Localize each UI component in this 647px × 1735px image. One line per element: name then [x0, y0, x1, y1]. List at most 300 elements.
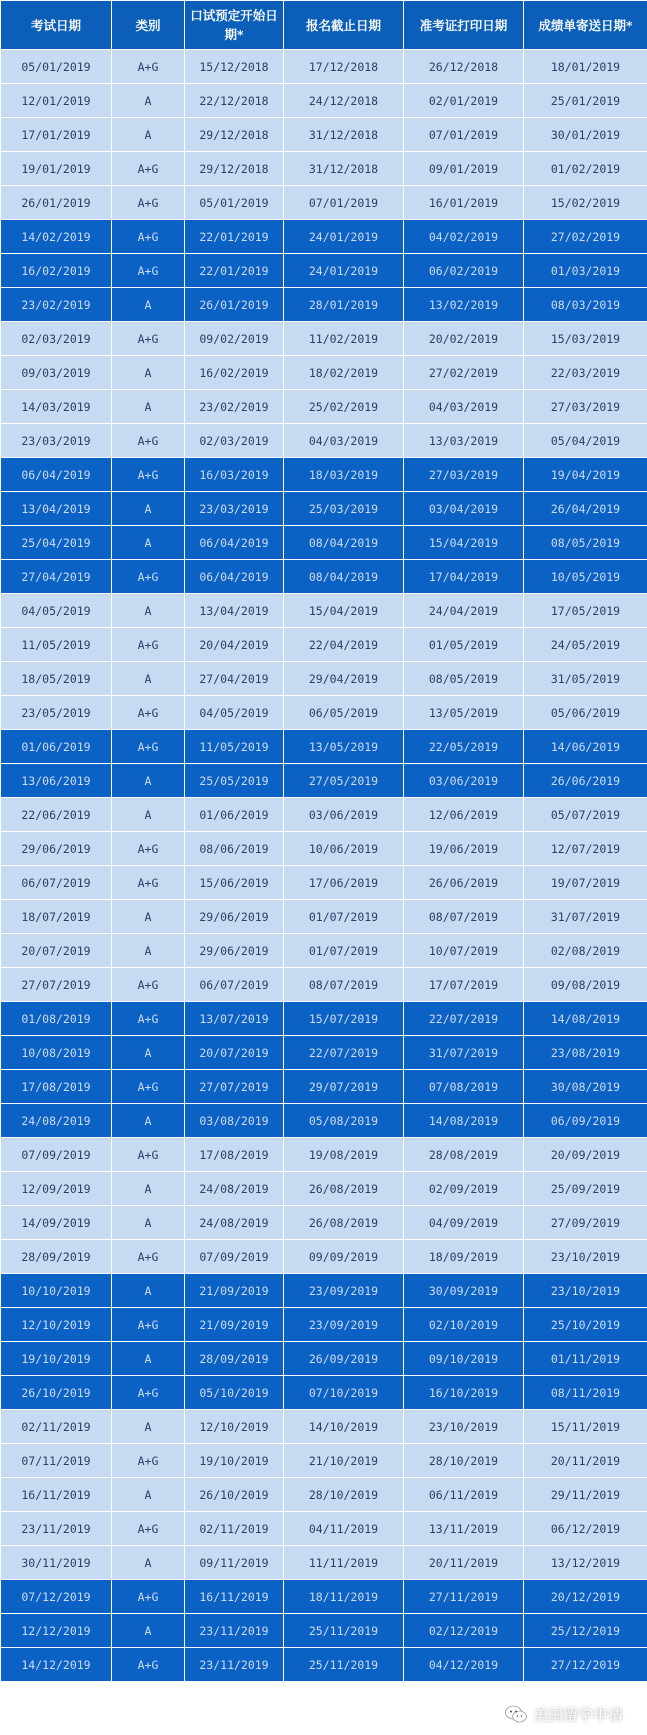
- cell-score-report-mail-date: 14/06/2019: [524, 730, 647, 764]
- cell-registration-deadline: 25/11/2019: [284, 1648, 404, 1682]
- cell-category: A: [112, 1206, 185, 1240]
- cell-admission-ticket-print-date: 15/04/2019: [404, 526, 524, 560]
- table-row: [1, 254, 647, 288]
- cell-registration-deadline: 08/04/2019: [284, 526, 404, 560]
- cell-category: A: [112, 1172, 185, 1206]
- cell-exam-date: 28/09/2019: [1, 1240, 112, 1274]
- cell-exam-date: 24/08/2019: [1, 1104, 112, 1138]
- table-row: [1, 662, 647, 696]
- cell-category: A+G: [112, 1376, 185, 1410]
- cell-speaking-start-date: 27/07/2019: [185, 1070, 284, 1104]
- cell-admission-ticket-print-date: 04/09/2019: [404, 1206, 524, 1240]
- table-row: [1, 526, 647, 560]
- cell-registration-deadline: 18/03/2019: [284, 458, 404, 492]
- table-row: [1, 152, 647, 186]
- cell-exam-date: 12/09/2019: [1, 1172, 112, 1206]
- cell-speaking-start-date: 01/06/2019: [185, 798, 284, 832]
- cell-score-report-mail-date: 01/11/2019: [524, 1342, 647, 1376]
- cell-speaking-start-date: 09/02/2019: [185, 322, 284, 356]
- cell-score-report-mail-date: 25/09/2019: [524, 1172, 647, 1206]
- cell-exam-date: 17/01/2019: [1, 118, 112, 152]
- cell-admission-ticket-print-date: 27/02/2019: [404, 356, 524, 390]
- cell-exam-date: 27/04/2019: [1, 560, 112, 594]
- cell-speaking-start-date: 06/04/2019: [185, 526, 284, 560]
- cell-registration-deadline: 11/11/2019: [284, 1546, 404, 1580]
- header-score-report-mail-date: 成绩单寄送日期*: [524, 1, 647, 50]
- cell-exam-date: 12/10/2019: [1, 1308, 112, 1342]
- cell-speaking-start-date: 17/08/2019: [185, 1138, 284, 1172]
- header-exam-date: 考试日期: [1, 1, 112, 50]
- cell-registration-deadline: 31/12/2018: [284, 118, 404, 152]
- table-row: [1, 696, 647, 730]
- cell-category: A+G: [112, 220, 185, 254]
- cell-speaking-start-date: 23/03/2019: [185, 492, 284, 526]
- cell-score-report-mail-date: 08/05/2019: [524, 526, 647, 560]
- cell-exam-date: 13/06/2019: [1, 764, 112, 798]
- cell-category: A: [112, 1478, 185, 1512]
- cell-score-report-mail-date: 06/12/2019: [524, 1512, 647, 1546]
- cell-category: A+G: [112, 424, 185, 458]
- cell-score-report-mail-date: 20/09/2019: [524, 1138, 647, 1172]
- cell-admission-ticket-print-date: 27/03/2019: [404, 458, 524, 492]
- cell-score-report-mail-date: 27/12/2019: [524, 1648, 647, 1682]
- cell-score-report-mail-date: 08/03/2019: [524, 288, 647, 322]
- cell-admission-ticket-print-date: 06/11/2019: [404, 1478, 524, 1512]
- cell-category: A: [112, 798, 185, 832]
- cell-exam-date: 17/08/2019: [1, 1070, 112, 1104]
- table-row: [1, 1070, 647, 1104]
- cell-category: A: [112, 492, 185, 526]
- cell-score-report-mail-date: 18/01/2019: [524, 50, 647, 84]
- cell-registration-deadline: 25/02/2019: [284, 390, 404, 424]
- cell-score-report-mail-date: 13/12/2019: [524, 1546, 647, 1580]
- cell-registration-deadline: 29/04/2019: [284, 662, 404, 696]
- cell-category: A+G: [112, 560, 185, 594]
- cell-category: A+G: [112, 322, 185, 356]
- table-row: [1, 50, 647, 84]
- cell-registration-deadline: 13/05/2019: [284, 730, 404, 764]
- cell-category: A+G: [112, 1580, 185, 1614]
- table-row: [1, 220, 647, 254]
- cell-category: A: [112, 594, 185, 628]
- cell-admission-ticket-print-date: 03/06/2019: [404, 764, 524, 798]
- cell-admission-ticket-print-date: 14/08/2019: [404, 1104, 524, 1138]
- table-row: [1, 560, 647, 594]
- cell-exam-date: 19/10/2019: [1, 1342, 112, 1376]
- table-row: [1, 322, 647, 356]
- table-row: [1, 1104, 647, 1138]
- table-row: [1, 1036, 647, 1070]
- cell-admission-ticket-print-date: 02/10/2019: [404, 1308, 524, 1342]
- cell-admission-ticket-print-date: 10/07/2019: [404, 934, 524, 968]
- table-row: [1, 390, 647, 424]
- cell-category: A: [112, 84, 185, 118]
- cell-admission-ticket-print-date: 01/05/2019: [404, 628, 524, 662]
- table-row: [1, 1206, 647, 1240]
- cell-admission-ticket-print-date: 31/07/2019: [404, 1036, 524, 1070]
- cell-speaking-start-date: 23/11/2019: [185, 1614, 284, 1648]
- cell-score-report-mail-date: 25/01/2019: [524, 84, 647, 118]
- cell-admission-ticket-print-date: 04/12/2019: [404, 1648, 524, 1682]
- cell-registration-deadline: 08/07/2019: [284, 968, 404, 1002]
- cell-score-report-mail-date: 08/11/2019: [524, 1376, 647, 1410]
- table-row: [1, 628, 647, 662]
- cell-registration-deadline: 11/02/2019: [284, 322, 404, 356]
- cell-exam-date: 18/07/2019: [1, 900, 112, 934]
- cell-exam-date: 16/11/2019: [1, 1478, 112, 1512]
- cell-speaking-start-date: 20/04/2019: [185, 628, 284, 662]
- cell-category: A: [112, 662, 185, 696]
- cell-admission-ticket-print-date: 13/03/2019: [404, 424, 524, 458]
- cell-speaking-start-date: 16/02/2019: [185, 356, 284, 390]
- cell-speaking-start-date: 21/09/2019: [185, 1274, 284, 1308]
- cell-exam-date: 07/12/2019: [1, 1580, 112, 1614]
- table-row: [1, 1172, 647, 1206]
- cell-score-report-mail-date: 23/10/2019: [524, 1240, 647, 1274]
- cell-admission-ticket-print-date: 02/01/2019: [404, 84, 524, 118]
- cell-score-report-mail-date: 25/10/2019: [524, 1308, 647, 1342]
- cell-speaking-start-date: 21/09/2019: [185, 1308, 284, 1342]
- cell-speaking-start-date: 02/11/2019: [185, 1512, 284, 1546]
- cell-speaking-start-date: 22/01/2019: [185, 220, 284, 254]
- cell-speaking-start-date: 29/12/2018: [185, 152, 284, 186]
- cell-speaking-start-date: 24/08/2019: [185, 1206, 284, 1240]
- cell-exam-date: 12/12/2019: [1, 1614, 112, 1648]
- cell-admission-ticket-print-date: 04/03/2019: [404, 390, 524, 424]
- cell-admission-ticket-print-date: 30/09/2019: [404, 1274, 524, 1308]
- cell-registration-deadline: 25/03/2019: [284, 492, 404, 526]
- table-row: [1, 1342, 647, 1376]
- cell-exam-date: 23/03/2019: [1, 424, 112, 458]
- cell-exam-date: 10/10/2019: [1, 1274, 112, 1308]
- cell-category: A+G: [112, 1240, 185, 1274]
- cell-registration-deadline: 25/11/2019: [284, 1614, 404, 1648]
- cell-score-report-mail-date: 19/07/2019: [524, 866, 647, 900]
- cell-score-report-mail-date: 31/07/2019: [524, 900, 647, 934]
- cell-exam-date: 02/03/2019: [1, 322, 112, 356]
- cell-admission-ticket-print-date: 23/10/2019: [404, 1410, 524, 1444]
- cell-score-report-mail-date: 10/05/2019: [524, 560, 647, 594]
- cell-speaking-start-date: 24/08/2019: [185, 1172, 284, 1206]
- cell-category: A: [112, 934, 185, 968]
- cell-registration-deadline: 03/06/2019: [284, 798, 404, 832]
- cell-registration-deadline: 29/07/2019: [284, 1070, 404, 1104]
- table-row: [1, 866, 647, 900]
- cell-score-report-mail-date: 02/08/2019: [524, 934, 647, 968]
- cell-registration-deadline: 06/05/2019: [284, 696, 404, 730]
- cell-category: A+G: [112, 254, 185, 288]
- table-row: [1, 186, 647, 220]
- cell-admission-ticket-print-date: 17/07/2019: [404, 968, 524, 1002]
- cell-registration-deadline: 23/09/2019: [284, 1274, 404, 1308]
- cell-score-report-mail-date: 23/08/2019: [524, 1036, 647, 1070]
- cell-speaking-start-date: 16/11/2019: [185, 1580, 284, 1614]
- table-row: [1, 1444, 647, 1478]
- header-speaking-start-date: 口试预定开始日期*: [185, 1, 284, 50]
- cell-exam-date: 26/10/2019: [1, 1376, 112, 1410]
- cell-registration-deadline: 07/01/2019: [284, 186, 404, 220]
- cell-category: A+G: [112, 186, 185, 220]
- cell-speaking-start-date: 15/12/2018: [185, 50, 284, 84]
- cell-score-report-mail-date: 14/08/2019: [524, 1002, 647, 1036]
- cell-score-report-mail-date: 01/02/2019: [524, 152, 647, 186]
- cell-registration-deadline: 23/09/2019: [284, 1308, 404, 1342]
- cell-exam-date: 12/01/2019: [1, 84, 112, 118]
- cell-admission-ticket-print-date: 03/04/2019: [404, 492, 524, 526]
- cell-exam-date: 23/02/2019: [1, 288, 112, 322]
- cell-exam-date: 06/04/2019: [1, 458, 112, 492]
- table-row: [1, 1580, 647, 1614]
- cell-score-report-mail-date: 27/09/2019: [524, 1206, 647, 1240]
- cell-score-report-mail-date: 25/12/2019: [524, 1614, 647, 1648]
- cell-category: A: [112, 526, 185, 560]
- cell-speaking-start-date: 20/07/2019: [185, 1036, 284, 1070]
- cell-exam-date: 01/08/2019: [1, 1002, 112, 1036]
- cell-category: A: [112, 764, 185, 798]
- cell-admission-ticket-print-date: 16/10/2019: [404, 1376, 524, 1410]
- cell-speaking-start-date: 29/12/2018: [185, 118, 284, 152]
- cell-registration-deadline: 18/11/2019: [284, 1580, 404, 1614]
- cell-category: A+G: [112, 1138, 185, 1172]
- cell-category: A+G: [112, 696, 185, 730]
- cell-speaking-start-date: 25/05/2019: [185, 764, 284, 798]
- cell-speaking-start-date: 27/04/2019: [185, 662, 284, 696]
- wechat-icon: [505, 1705, 527, 1724]
- cell-exam-date: 07/11/2019: [1, 1444, 112, 1478]
- cell-admission-ticket-print-date: 22/07/2019: [404, 1002, 524, 1036]
- cell-registration-deadline: 24/01/2019: [284, 254, 404, 288]
- cell-registration-deadline: 15/04/2019: [284, 594, 404, 628]
- cell-score-report-mail-date: 15/02/2019: [524, 186, 647, 220]
- cell-registration-deadline: 09/09/2019: [284, 1240, 404, 1274]
- cell-speaking-start-date: 23/02/2019: [185, 390, 284, 424]
- cell-score-report-mail-date: 09/08/2019: [524, 968, 647, 1002]
- cell-exam-date: 11/05/2019: [1, 628, 112, 662]
- cell-admission-ticket-print-date: 13/05/2019: [404, 696, 524, 730]
- table-row: [1, 118, 647, 152]
- cell-speaking-start-date: 26/10/2019: [185, 1478, 284, 1512]
- cell-exam-date: 19/01/2019: [1, 152, 112, 186]
- table-row: [1, 1376, 647, 1410]
- cell-score-report-mail-date: 31/05/2019: [524, 662, 647, 696]
- cell-score-report-mail-date: 05/07/2019: [524, 798, 647, 832]
- header-admission-ticket-print-date: 准考证打印日期: [404, 1, 524, 50]
- cell-speaking-start-date: 05/10/2019: [185, 1376, 284, 1410]
- cell-speaking-start-date: 15/06/2019: [185, 866, 284, 900]
- table-row: [1, 1546, 647, 1580]
- cell-exam-date: 30/11/2019: [1, 1546, 112, 1580]
- cell-registration-deadline: 08/04/2019: [284, 560, 404, 594]
- table-row: [1, 1410, 647, 1444]
- cell-score-report-mail-date: 19/04/2019: [524, 458, 647, 492]
- table-row: [1, 1614, 647, 1648]
- cell-registration-deadline: 26/08/2019: [284, 1206, 404, 1240]
- table-row: [1, 424, 647, 458]
- cell-exam-date: 29/06/2019: [1, 832, 112, 866]
- cell-exam-date: 02/11/2019: [1, 1410, 112, 1444]
- cell-registration-deadline: 07/10/2019: [284, 1376, 404, 1410]
- cell-admission-ticket-print-date: 20/11/2019: [404, 1546, 524, 1580]
- table-row: [1, 1648, 647, 1682]
- table-row: [1, 730, 647, 764]
- header-row: [1, 1, 647, 50]
- table-row: [1, 492, 647, 526]
- cell-score-report-mail-date: 27/03/2019: [524, 390, 647, 424]
- cell-registration-deadline: 04/03/2019: [284, 424, 404, 458]
- cell-admission-ticket-print-date: 17/04/2019: [404, 560, 524, 594]
- cell-category: A: [112, 1104, 185, 1138]
- cell-registration-deadline: 19/08/2019: [284, 1138, 404, 1172]
- table-row: [1, 764, 647, 798]
- cell-category: A: [112, 288, 185, 322]
- cell-score-report-mail-date: 05/04/2019: [524, 424, 647, 458]
- cell-registration-deadline: 24/01/2019: [284, 220, 404, 254]
- cell-score-report-mail-date: 23/10/2019: [524, 1274, 647, 1308]
- cell-exam-date: 22/06/2019: [1, 798, 112, 832]
- cell-category: A+G: [112, 1444, 185, 1478]
- cell-admission-ticket-print-date: 09/10/2019: [404, 1342, 524, 1376]
- cell-category: A: [112, 1274, 185, 1308]
- cell-speaking-start-date: 26/01/2019: [185, 288, 284, 322]
- cell-score-report-mail-date: 20/12/2019: [524, 1580, 647, 1614]
- table-row: [1, 1002, 647, 1036]
- cell-admission-ticket-print-date: 27/11/2019: [404, 1580, 524, 1614]
- table-row: [1, 968, 647, 1002]
- table-row: [1, 832, 647, 866]
- cell-category: A+G: [112, 1308, 185, 1342]
- cell-admission-ticket-print-date: 26/12/2018: [404, 50, 524, 84]
- cell-score-report-mail-date: 01/03/2019: [524, 254, 647, 288]
- cell-category: A+G: [112, 152, 185, 186]
- cell-score-report-mail-date: 27/02/2019: [524, 220, 647, 254]
- cell-admission-ticket-print-date: 08/05/2019: [404, 662, 524, 696]
- cell-category: A+G: [112, 1512, 185, 1546]
- cell-admission-ticket-print-date: 28/10/2019: [404, 1444, 524, 1478]
- table-row: [1, 934, 647, 968]
- table-row: [1, 594, 647, 628]
- cell-score-report-mail-date: 17/05/2019: [524, 594, 647, 628]
- table-row: [1, 900, 647, 934]
- cell-exam-date: 26/01/2019: [1, 186, 112, 220]
- cell-speaking-start-date: 13/07/2019: [185, 1002, 284, 1036]
- cell-category: A: [112, 390, 185, 424]
- header-registration-deadline: 报名截止日期: [284, 1, 404, 50]
- cell-category: A: [112, 1614, 185, 1648]
- cell-registration-deadline: 17/06/2019: [284, 866, 404, 900]
- cell-exam-date: 23/05/2019: [1, 696, 112, 730]
- cell-category: A+G: [112, 968, 185, 1002]
- cell-admission-ticket-print-date: 06/02/2019: [404, 254, 524, 288]
- cell-speaking-start-date: 22/01/2019: [185, 254, 284, 288]
- cell-admission-ticket-print-date: 02/12/2019: [404, 1614, 524, 1648]
- table-row: [1, 798, 647, 832]
- cell-score-report-mail-date: 26/04/2019: [524, 492, 647, 526]
- cell-score-report-mail-date: 06/09/2019: [524, 1104, 647, 1138]
- table-row: [1, 1308, 647, 1342]
- header-category: 类别: [112, 1, 185, 50]
- cell-admission-ticket-print-date: 13/11/2019: [404, 1512, 524, 1546]
- table-row: [1, 288, 647, 322]
- table-row: [1, 458, 647, 492]
- cell-registration-deadline: 22/07/2019: [284, 1036, 404, 1070]
- cell-registration-deadline: 18/02/2019: [284, 356, 404, 390]
- cell-exam-date: 23/11/2019: [1, 1512, 112, 1546]
- cell-score-report-mail-date: 05/06/2019: [524, 696, 647, 730]
- cell-score-report-mail-date: 20/11/2019: [524, 1444, 647, 1478]
- cell-registration-deadline: 28/01/2019: [284, 288, 404, 322]
- cell-exam-date: 13/04/2019: [1, 492, 112, 526]
- table-row: [1, 84, 647, 118]
- cell-speaking-start-date: 28/09/2019: [185, 1342, 284, 1376]
- cell-registration-deadline: 28/10/2019: [284, 1478, 404, 1512]
- cell-admission-ticket-print-date: 26/06/2019: [404, 866, 524, 900]
- cell-exam-date: 25/04/2019: [1, 526, 112, 560]
- cell-exam-date: 14/02/2019: [1, 220, 112, 254]
- cell-registration-deadline: 26/08/2019: [284, 1172, 404, 1206]
- cell-speaking-start-date: 29/06/2019: [185, 934, 284, 968]
- cell-exam-date: 05/01/2019: [1, 50, 112, 84]
- cell-speaking-start-date: 04/05/2019: [185, 696, 284, 730]
- cell-speaking-start-date: 08/06/2019: [185, 832, 284, 866]
- cell-category: A+G: [112, 50, 185, 84]
- cell-registration-deadline: 14/10/2019: [284, 1410, 404, 1444]
- cell-category: A+G: [112, 458, 185, 492]
- cell-category: A: [112, 900, 185, 934]
- cell-admission-ticket-print-date: 08/07/2019: [404, 900, 524, 934]
- table-row: [1, 1512, 647, 1546]
- cell-speaking-start-date: 09/11/2019: [185, 1546, 284, 1580]
- cell-admission-ticket-print-date: 22/05/2019: [404, 730, 524, 764]
- cell-score-report-mail-date: 30/08/2019: [524, 1070, 647, 1104]
- cell-registration-deadline: 22/04/2019: [284, 628, 404, 662]
- cell-admission-ticket-print-date: 20/02/2019: [404, 322, 524, 356]
- cell-speaking-start-date: 07/09/2019: [185, 1240, 284, 1274]
- cell-registration-deadline: 17/12/2018: [284, 50, 404, 84]
- watermark-text: 美国留学申请: [532, 1706, 623, 1724]
- cell-registration-deadline: 27/05/2019: [284, 764, 404, 798]
- cell-registration-deadline: 15/07/2019: [284, 1002, 404, 1036]
- cell-registration-deadline: 10/06/2019: [284, 832, 404, 866]
- cell-speaking-start-date: 05/01/2019: [185, 186, 284, 220]
- table-row: [1, 1274, 647, 1308]
- cell-category: A: [112, 356, 185, 390]
- cell-score-report-mail-date: 26/06/2019: [524, 764, 647, 798]
- cell-speaking-start-date: 06/04/2019: [185, 560, 284, 594]
- cell-admission-ticket-print-date: 18/09/2019: [404, 1240, 524, 1274]
- table-row: [1, 356, 647, 390]
- table-row: [1, 1138, 647, 1172]
- cell-registration-deadline: 01/07/2019: [284, 900, 404, 934]
- cell-admission-ticket-print-date: 24/04/2019: [404, 594, 524, 628]
- cell-exam-date: 06/07/2019: [1, 866, 112, 900]
- cell-speaking-start-date: 03/08/2019: [185, 1104, 284, 1138]
- cell-registration-deadline: 24/12/2018: [284, 84, 404, 118]
- cell-exam-date: 27/07/2019: [1, 968, 112, 1002]
- cell-speaking-start-date: 02/03/2019: [185, 424, 284, 458]
- cell-exam-date: 14/03/2019: [1, 390, 112, 424]
- cell-category: A+G: [112, 1648, 185, 1682]
- cell-exam-date: 14/09/2019: [1, 1206, 112, 1240]
- cell-exam-date: 20/07/2019: [1, 934, 112, 968]
- cell-exam-date: 14/12/2019: [1, 1648, 112, 1682]
- cell-admission-ticket-print-date: 07/01/2019: [404, 118, 524, 152]
- cell-registration-deadline: 31/12/2018: [284, 152, 404, 186]
- cell-speaking-start-date: 06/07/2019: [185, 968, 284, 1002]
- cell-category: A: [112, 1410, 185, 1444]
- cell-category: A: [112, 1036, 185, 1070]
- cell-speaking-start-date: 23/11/2019: [185, 1648, 284, 1682]
- cell-registration-deadline: 01/07/2019: [284, 934, 404, 968]
